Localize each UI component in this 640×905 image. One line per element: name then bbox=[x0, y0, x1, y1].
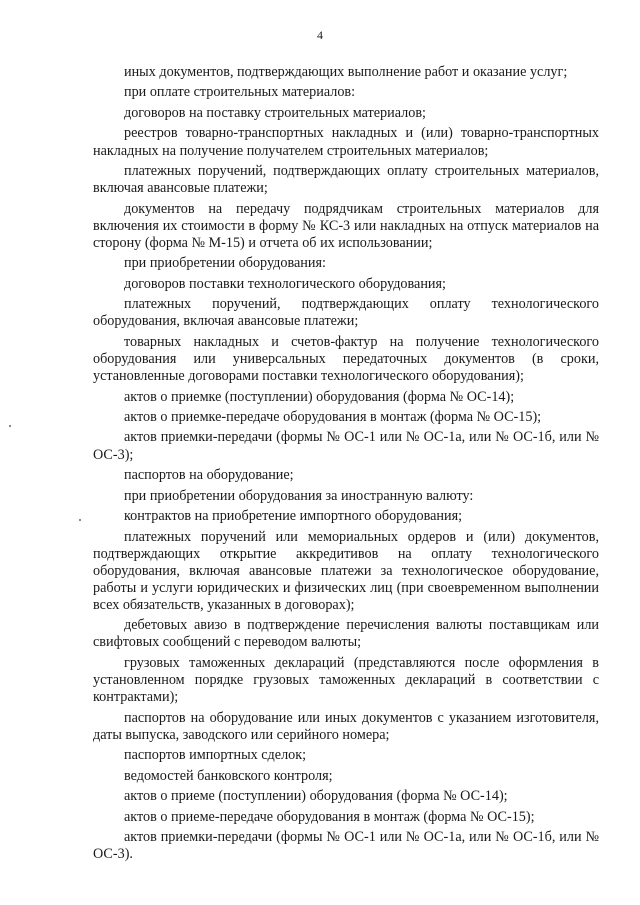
paragraph: дебетовых авизо в подтверждение перечисления валюты поставщикам или свифтовых сообщений с переводом валюты; bbox=[93, 617, 599, 651]
paragraph: при приобретении оборудования: bbox=[124, 255, 326, 272]
paragraph: реестров товарно-транспортных накладных и (или) товарно-транспортных накладных на получение получателем строительных материалов; bbox=[93, 125, 599, 159]
scan-mark bbox=[79, 519, 81, 521]
paragraph: при приобретении оборудования за иностранную валюту: bbox=[124, 487, 474, 504]
paragraph: актов приемки-передачи (формы № ОС-1 или № ОС-1а, или № ОС-1б, или № ОС-3); bbox=[93, 429, 599, 463]
paragraph: грузовых таможенных деклараций (представляются после оформления в установленном порядке грузовых таможенных деклараций в соответствии с контрактами); bbox=[93, 654, 599, 706]
paragraph: актов о приемке-передаче оборудования в монтаж (форма № ОС-15); bbox=[124, 408, 542, 425]
paragraph: актов приемки-передачи (формы № ОС-1 или № ОС-1а, или № ОС-1б, или № ОС-3). bbox=[93, 829, 599, 863]
paragraph: при оплате строительных материалов: bbox=[124, 84, 356, 101]
paragraph: актов о приеме (поступлении) оборудования (форма № ОС-14); bbox=[124, 788, 508, 805]
paragraph: паспортов импортных сделок; bbox=[124, 747, 307, 764]
paragraph: паспортов на оборудование; bbox=[124, 467, 294, 484]
paragraph: паспортов на оборудование или иных документов с указанием изготовителя, даты выпуска, заводского или серийного номера; bbox=[93, 709, 599, 743]
paragraph: ведомостей банковского контроля; bbox=[124, 767, 333, 784]
paragraph: актов о приемке (поступлении) оборудования (форма № ОС-14); bbox=[124, 388, 515, 405]
page-number: 4 bbox=[317, 28, 323, 42]
document-body bbox=[93, 64, 599, 867]
paragraph: товарных накладных и счетов-фактур на получение технологического оборудования или универсальных передаточных документов (в сроки, установленные договорами поставки технологического оборудования); bbox=[93, 333, 599, 385]
paragraph: актов о приеме-передаче оборудования в монтаж (форма № ОС-15); bbox=[124, 808, 535, 825]
paragraph: договоров на поставку строительных материалов; bbox=[124, 104, 426, 121]
paragraph: иных документов, подтверждающих выполнение работ и оказание услуг; bbox=[124, 64, 568, 80]
paragraph: платежных поручений, подтверждающих оплату технологического оборудования, включая авансовые платежи; bbox=[93, 296, 599, 330]
paragraph: документов на передачу подрядчикам строительных материалов для включения их стоимости в форму № КС-3 или накладных на отпуск материалов на сторону (форма № М-15) и отчета об их использовании; bbox=[93, 200, 599, 251]
paragraph: договоров поставки технологического оборудования; bbox=[124, 275, 446, 292]
paragraph: платежных поручений, подтверждающих оплату строительных материалов, включая авансовые платежи; bbox=[93, 163, 599, 197]
paragraph: контрактов на приобретение импортного оборудования; bbox=[124, 508, 463, 525]
paragraph: платежных поручений или мемориальных ордеров и (или) документов, подтверждающих открытие аккредитивов на оплату технологического оборудования, включая авансовые платежи за технологическое оборудование, работы и услуги юридических и физических лиц (при своевременном выполнении всех обязательств, указанных в договорах); bbox=[93, 528, 599, 613]
scan-mark bbox=[9, 425, 11, 427]
